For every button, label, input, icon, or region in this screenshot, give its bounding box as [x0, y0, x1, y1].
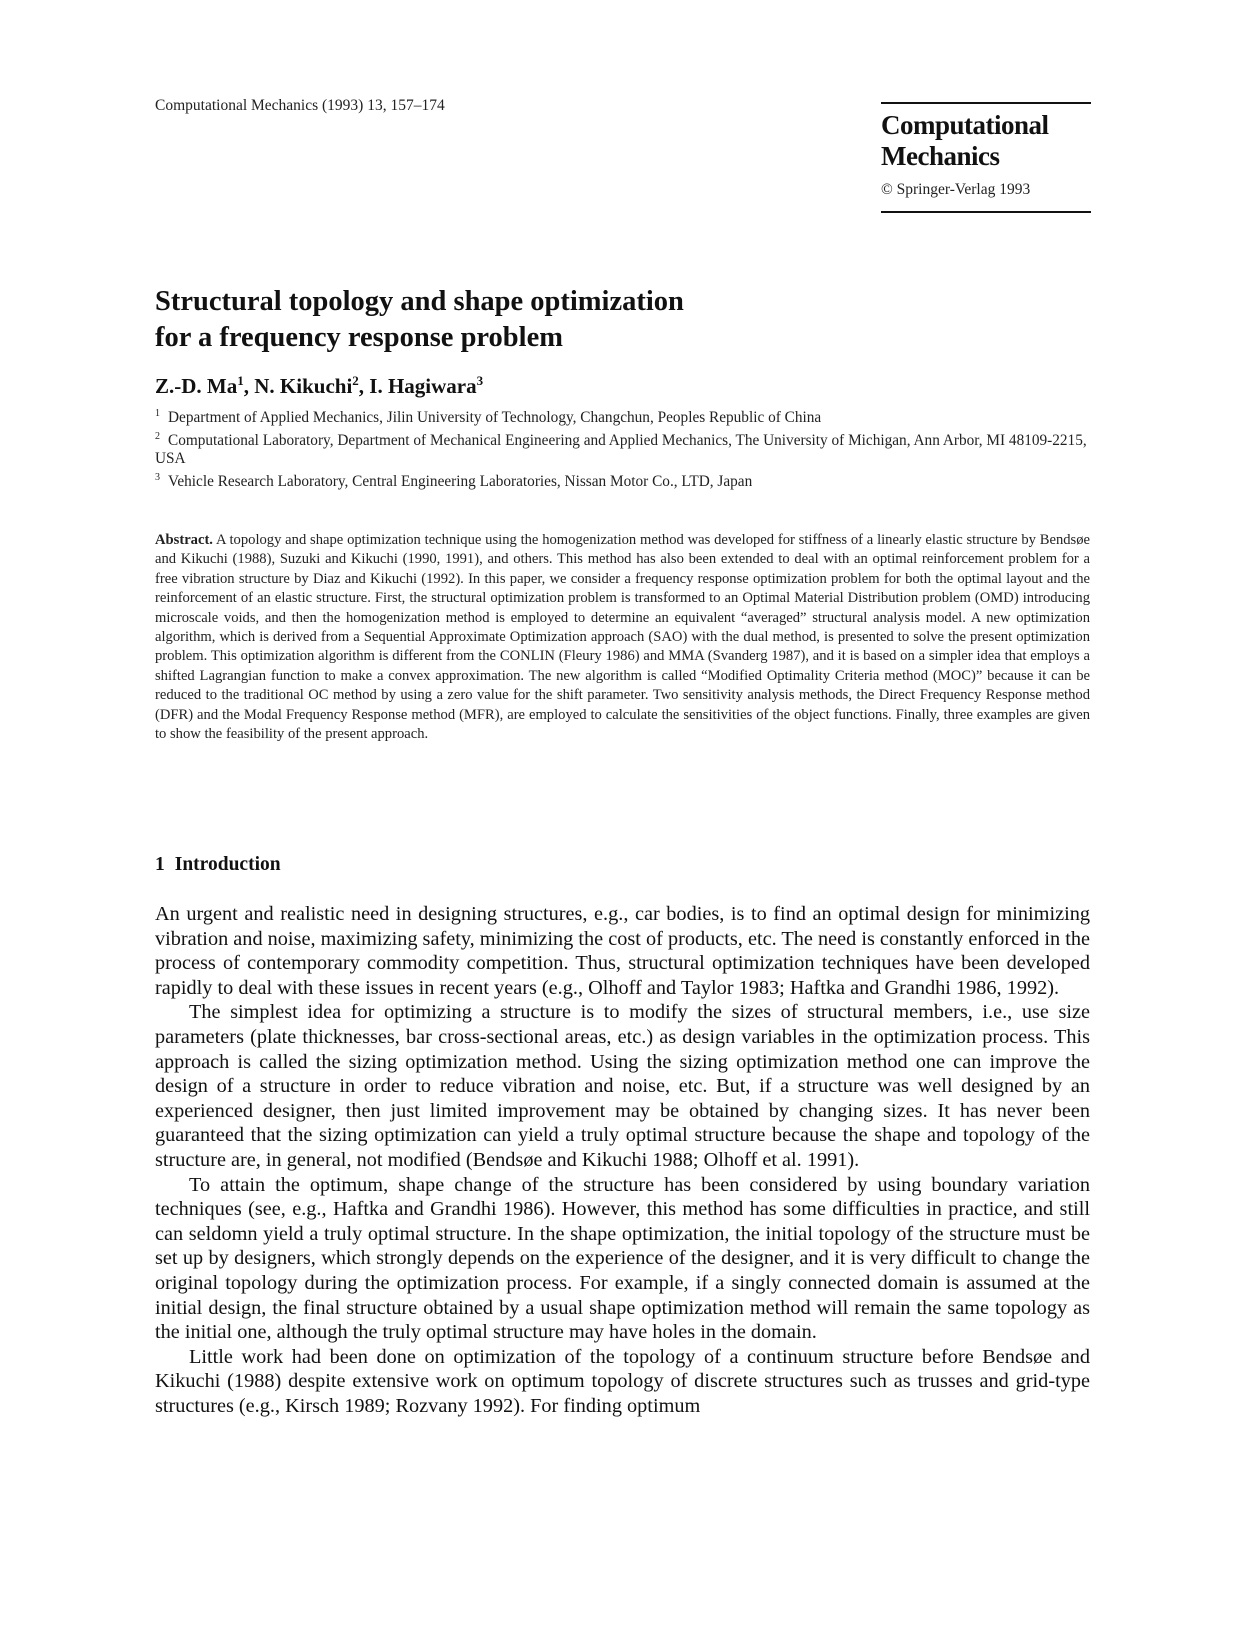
abstract-text: A topology and shape optimization technique using the homogenization method was developed for stiffness of a linearly elastic structure by Bendsøe and Kikuchi (1988), Suzuki and Kikuchi (1990, 1991), and others. This method has also been extended to deal with an optimal reinforcement problem for a free vibration structure by Diaz and Kikuchi (1992). In this paper, we consider a frequency response optimization problem for both the optimal layout and the reinforcement of an elastic structure. First, the structural optimization problem is transformed to an Optimal Material Distribution problem (OMD) introducing microscale voids, and then the homogenization method is employed to determine an equivalent “averaged” structural analysis model. A new optimization algorithm, which is derived from a Sequential Approximate Optimization approach (SAO) with the dual method, is presented to solve the present optimization problem. This optimization algorithm is different from the CONLIN (Fleury 1986) and MMA (Svanderg 1987), and it is based on a simpler idea that employs a shifted Lagrangian function to make a convex approximation. The new algorithm is called “Modified Optimality Criteria method (MOC)” because it can be reduced to the traditional OC method by using a zero value for the shift parameter. Two sensitivity analysis methods, the Direct Frequency Response method (DFR) and the Modal Frequency Response method (MFR), are employed to calculate the sensitivities of the object functions. Finally, three examples are given to show the feasibility of the present approach. — [155, 532, 1091, 743]
affiliation-text: Computational Laboratory, Department of Mechanical Engineering and Applied Mechanics, The University of Michigan, Ann Arbor, MI 48109-2215, USA — [155, 431, 1087, 468]
journal-name-line2: Mechanics — [881, 141, 1000, 171]
affiliation-item — [155, 405, 1090, 428]
author-list — [155, 373, 483, 399]
section-number: 1 — [155, 854, 165, 875]
affiliation-mark: 1 — [155, 408, 160, 419]
affiliations — [155, 405, 1090, 491]
title-line-1: Structural topology and shape optimization — [155, 286, 684, 317]
author-name: N. Kikuchi — [254, 374, 353, 398]
section-heading — [155, 854, 281, 876]
abstract — [155, 531, 1090, 744]
author-separator: , — [243, 374, 255, 398]
author-separator: , — [358, 374, 370, 398]
affiliation-item — [155, 428, 1090, 469]
section-title: Introduction — [174, 854, 281, 875]
body-paragraph: Little work had been done on optimization of the topology of a continuum structure before Bendsøe and Kikuchi (1988) despite extensive work on optimum topology of discrete structures such as trusses and grid-type structures (e.g., Kirsch 1989; Rozvany 1992). For finding optimum — [155, 1345, 1090, 1417]
copyright-notice: © Springer-Verlag 1993 — [881, 181, 1031, 198]
author-affil-mark: 1 — [237, 373, 244, 388]
journal-brand — [881, 102, 1091, 213]
body-paragraph: The simplest idea for optimizing a structure is to modify the sizes of structural members, i.e., use size parameters (plate thicknesses, bar cross-sectional areas, etc.) as design variables in the optimization process. This approach is called the sizing optimization method. Using the sizing optimization method one can improve the design of a structure in order to reduce vibration and noise, etc. But, if a structure was well designed by an experienced designer, then just limited improvement may be obtained by changing sizes. It has never been guaranteed that the sizing optimization can yield a truly optimal structure because the shape and topology of the structure are, in general, not modified (Bendsøe and Kikuchi 1988; Olhoff et al. 1991). — [155, 1001, 1090, 1171]
body-paragraph: An urgent and realistic need in designing structures, e.g., car bodies, is to find an optimal design for minimizing vibration and noise, maximizing safety, minimizing the cost of products, etc. The need is constantly enforced in the process of contemporary commodity competition. Thus, structural optimization techniques have been developed rapidly to deal with these issues in recent years (e.g., Olhoff and Taylor 1983; Haftka and Grandhi 1986, 1992). — [155, 903, 1090, 999]
affiliation-text: Department of Applied Mechanics, Jilin University of Technology, Changchun, Peoples Republic of China — [168, 409, 822, 427]
title-line-2: for a frequency response problem — [155, 322, 563, 353]
affiliation-item — [155, 469, 1090, 492]
affiliation-text: Vehicle Research Laboratory, Central Engineering Laboratories, Nissan Motor Co., LTD, Japan — [168, 472, 753, 490]
affiliation-mark: 3 — [155, 471, 160, 483]
abstract-label: Abstract. — [155, 532, 213, 548]
journal-citation: Computational Mechanics (1993) 13, 157–174 — [155, 97, 445, 114]
journal-name-line1: Computational — [881, 110, 1049, 140]
paper-title — [155, 284, 915, 356]
author-name: I. Hagiwara — [369, 374, 477, 398]
body-text — [155, 902, 1090, 1418]
author-name: Z.-D. Ma — [155, 374, 238, 398]
body-paragraph: To attain the optimum, shape change of the structure has been considered by using boundary variation techniques (see, e.g., Haftka and Grandhi 1986). However, this method has some difficulties in practice, and still can seldomn yield a truly optimal structure. In the shape optimization, the initial topology of the structure must be set up by designers, which strongly depends on the experience of the designer, and it is very difficult to change the original topology during the optimization process. For example, if a singly connected domain is assumed at the initial design, the final structure obtained by a usual shape optimization method will remain the same topology as the initial one, although the truly optimal structure may have holes in the domain. — [155, 1173, 1090, 1344]
author-affil-mark: 2 — [352, 373, 359, 388]
affiliation-mark: 2 — [155, 430, 160, 442]
author-affil-mark: 3 — [476, 373, 484, 388]
